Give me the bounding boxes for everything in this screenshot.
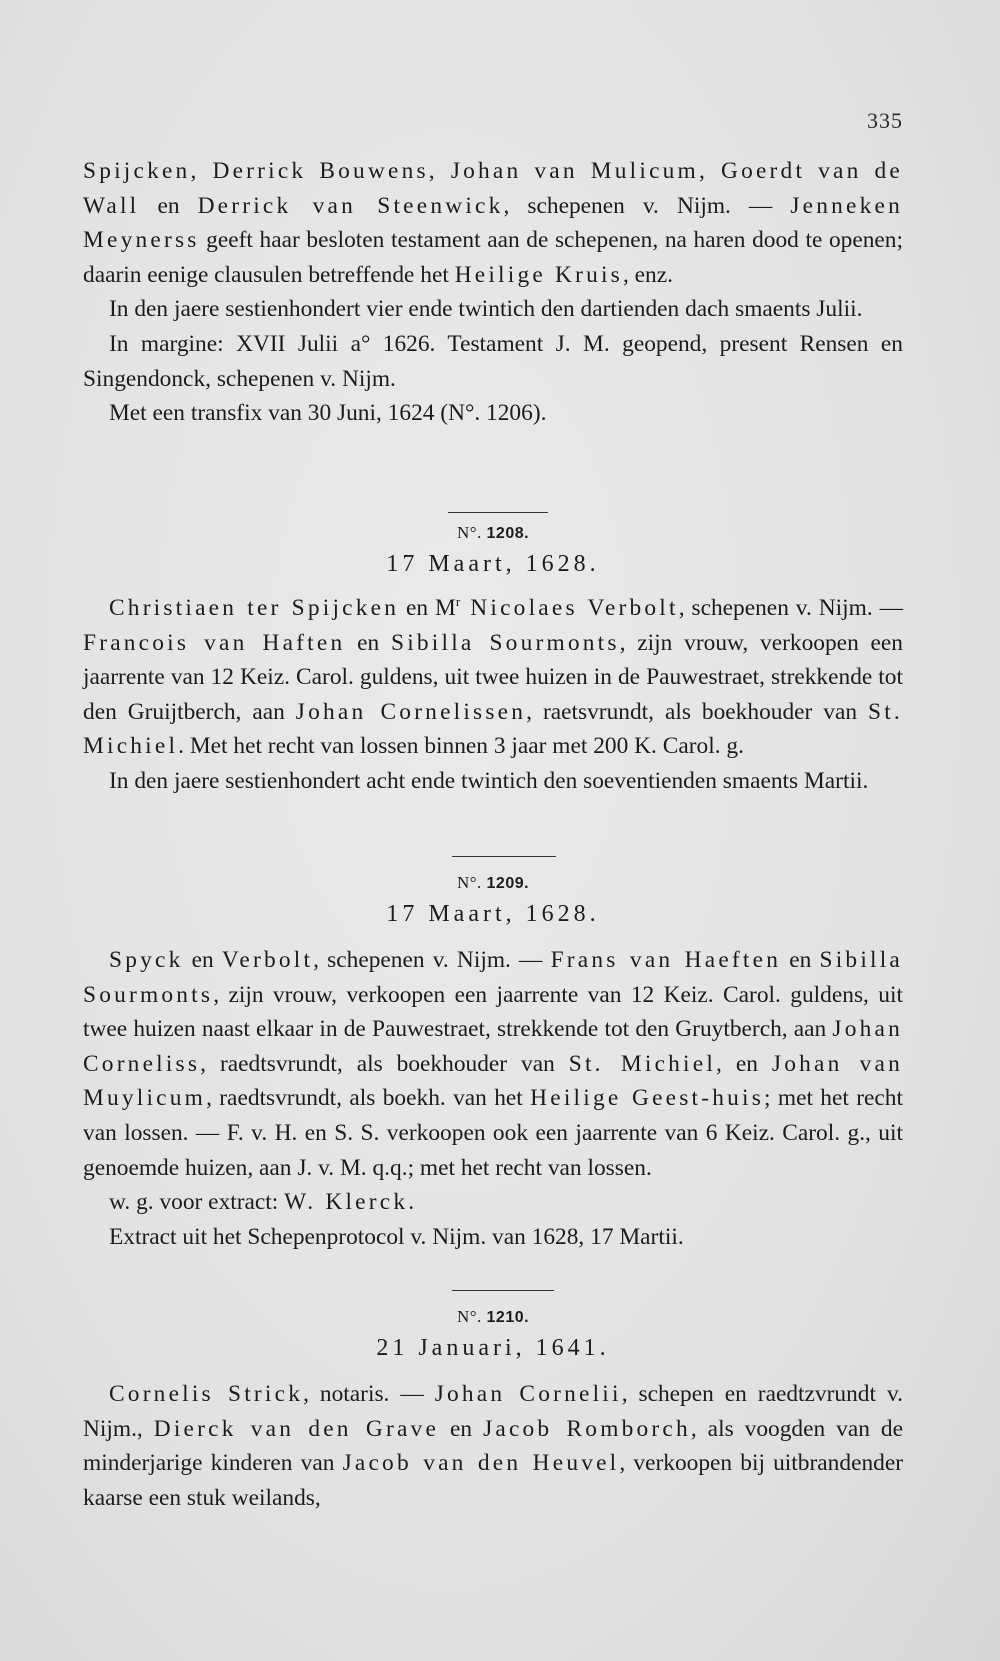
entry-1209-paragraph-2: w. g. voor extract: W. Klerck.	[109, 1189, 415, 1216]
entry-1208-paragraph-2: In den jaere sestienhondert acht ende twintich den soeventienden smaents Martii.	[109, 767, 869, 794]
intro-paragraph-1: Spijcken, Derrick Bouwens, Johan van Mulicum, Goerdt van de Wall en Derrick van Steenwick, schepenen v. Nijm. — Jenneken Meynerss geeft haar besloten testament aan de schepenen, na haren dood te openen; daarin eenige clausulen betreffende het Heilige Kruis, enz.	[83, 158, 904, 288]
section-divider	[448, 512, 548, 513]
intro-paragraph-2: In den jaere sestienhondert vier ende twintich den dartienden dach smaents Julii.	[109, 296, 863, 323]
entry-1208	[83, 522, 903, 799]
intro-paragraph-3: In margine: XVII Julii a° 1626. Testament J. M. geopend, present Rensen en Singendonck, schepenen v. Nijm.	[83, 330, 903, 392]
entry-1209	[83, 872, 903, 1254]
entry-date: 21 Januari, 1641.	[376, 1335, 610, 1361]
entry-1208-paragraph-1: Christiaen ter Spijcken en $M^r$ Nicolaes Verbolt, schepenen v. Nijm. — Francois van Haften en Sibilla Sourmonts, zijn vrouw, verkoopen een jaarrente van 12 Keiz. Carol. guldens, uit twee huizen in de Pauwestraet, strekkende tot den Gruijtberch, aan Johan Cornelissen, raetsvrundt, als boekhouder van St. Michiel. Met het recht van lossen binnen 3 jaar met 200 K. Carol. g.	[83, 594, 904, 760]
page-number: 335	[867, 108, 903, 133]
entry-number: N°. 1210.	[456, 1307, 530, 1326]
entry-date: 17 Maart, 1628.	[386, 901, 600, 927]
section-divider	[452, 1290, 554, 1291]
entry-1209-paragraph-3: Extract uit het Schepenprotocol v. Nijm. van 1628, 17 Martii.	[109, 1223, 684, 1250]
entry-1210	[83, 1306, 903, 1515]
entry-1210-paragraph-1: Cornelis Strick, notaris. — Johan Cornelii, schepen en raedtzvrundt v. Nijm., Dierck van den Grave en Jacob Romborch, als voogden van de minderjarige kinderen van Jacob van den Heuvel, verkoopen bij uitbrandender kaarse een stuk weilands,	[83, 1381, 904, 1511]
entry-1209-paragraph-1: Spyck en Verbolt, schepenen v. Nijm. — Frans van Haeften en Sibilla Sourmonts, zijn vrouw, verkoopen een jaarrente van 12 Keiz. Carol. guldens, uit twee huizen naast elkaar in de Pauwestraet, strekkende tot den Gruytberch, aan Johan Corneliss, raedtsvrundt, als boekhouder van St. Michiel, en Johan van Muylicum, raedtsvrundt, als boekh. van het Heilige Geest-huis; met het recht van lossen. — F. v. H. en S. S. verkoopen ook een jaarrente van 6 Keiz. Carol. g., uit genoemde huizen, aan J. v. M. q.q.; met het recht van lossen.	[83, 947, 904, 1181]
intro-paragraph-4: Met een transfix van 30 Juni, 1624 (N°. 1206).	[109, 400, 547, 427]
entry-number: N°. 1208.	[456, 523, 530, 542]
entry-date: 17 Maart, 1628.	[386, 551, 600, 577]
entry-number: N°. 1209.	[456, 873, 530, 892]
intro-section	[83, 154, 903, 431]
section-divider	[452, 856, 556, 857]
